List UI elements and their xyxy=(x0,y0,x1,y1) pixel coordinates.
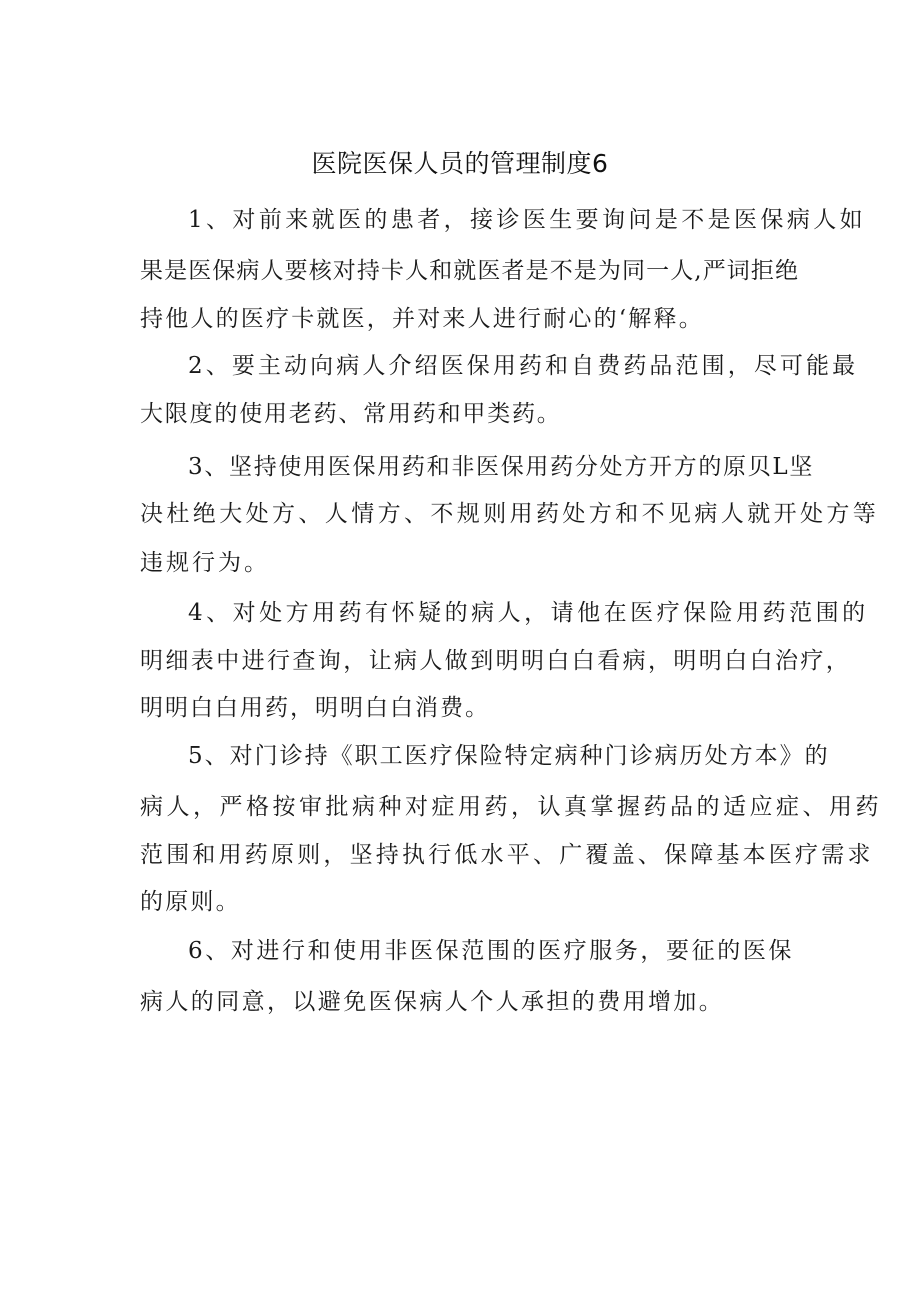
paragraph-1-line-3: 持他人的医疗卡就医，并对来人进行耐心的‘解释。 xyxy=(140,306,704,332)
paragraph-6-line-2: 病人的同意，以避免医保病人个人承担的费用增加。 xyxy=(140,989,725,1015)
paragraph-3-line-2: 决杜绝大处方、人情方、不规则用药处方和不见病人就开处方等 xyxy=(140,501,880,527)
paragraph-5-line-3: 范围和用药原则，坚持执行低水平、广覆盖、保障基本医疗需求 xyxy=(140,842,874,868)
paragraph-1-line-1: 1、对前来就医的患者，接诊医生要询问是不是医保病人如 xyxy=(188,207,867,233)
paragraph-3-line-3: 违规行为。 xyxy=(140,550,270,576)
paragraph-1-line-2: 果是医保病人要核对持卡人和就医者是不是为同一人,严词拒绝 xyxy=(140,258,800,284)
paragraph-2-line-1: 2、要主动向病人介绍医保用药和自费药品范围，尽可能最 xyxy=(188,353,859,379)
paragraph-5-line-4: 的原则。 xyxy=(140,889,241,915)
paragraph-4-line-3: 明明白白用药，明明白白消费。 xyxy=(140,695,490,721)
document-title: 医院医保人员的管理制度6 xyxy=(311,149,609,178)
paragraph-2-line-2: 大限度的使用老药、常用药和甲类药。 xyxy=(140,401,562,427)
paragraph-6-line-1: 6、对进行和使用非医保范围的医疗服务，要征的医保 xyxy=(188,938,795,964)
paragraph-3-line-1: 3、坚持使用医保用药和非医保用药分处方开方的原贝L坚 xyxy=(188,454,815,480)
paragraph-4-line-1: 4、对处方用药有怀疑的病人，请他在医疗保险用药范围的 xyxy=(188,600,869,626)
paragraph-4-line-2: 明细表中进行查询，让病人做到明明白白看病，明明白白治疗， xyxy=(140,648,852,674)
paragraph-5-line-1: 5、对门诊持《职工医疗保险特定病种门诊病历处方本》的 xyxy=(188,743,830,769)
paragraph-5-line-2: 病人，严格按审批病种对症用药，认真掌握药品的适应症、用药 xyxy=(140,794,882,820)
